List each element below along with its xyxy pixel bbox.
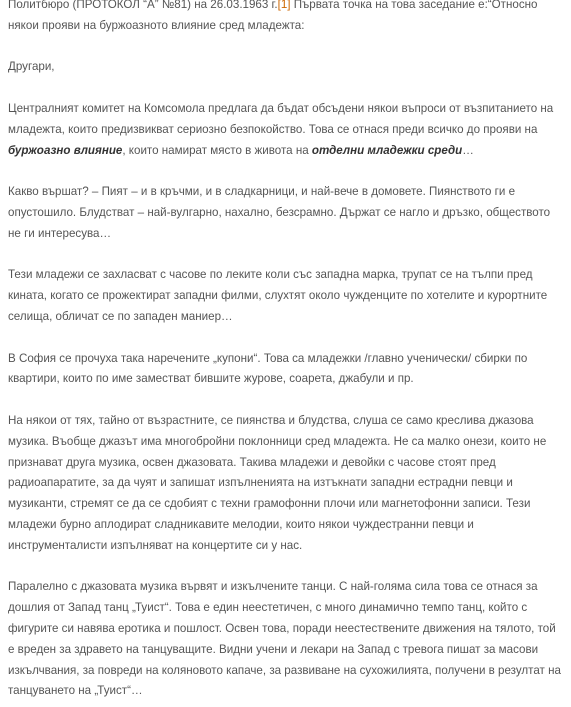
western-cars-paragraph: Тези младежи се захласват с часове по леките коли със западна марка, трупат се на тълпи пред кината, когато се прожектират западни филми, слухтят около чужденците по хотелите и курортните селища, обличат се по западен маниер… xyxy=(8,268,548,323)
jazz-paragraph: На някои от тях, тайно от възрастните, се пиянства и блудства, слуша се само креслива джазова музика. Въобще джазът има многобройни поклонници сред младежта. Не са малко онези, които не признават друга музика, освен джазовата. Такива младежи и девойки с часове стоят пред радиоапаратите, за да чуят и запишат изпълненията на изтъкнати западни естрадни певци и музиканти, стремят се да се сдобият с техни грамофонни плочи или магнетофонни записи. Тези младежи бурно аплодират сладникавите мелодии, които някои чуждестранни певци и инструменталисти изпълняват на концертите си у нас. xyxy=(8,413,547,552)
central-text-2: , които намират място в живота на xyxy=(122,143,312,157)
central-committee-paragraph xyxy=(8,99,565,161)
emphasis-bourgeois-influence: буржоазно влияние xyxy=(8,143,123,157)
intro-text: Политбюро (ПРОТОКОЛ “А” №81) на 26.03.1963 г. xyxy=(8,0,278,11)
intro-paragraph xyxy=(8,0,565,37)
sofia-parties-paragraph: В София се прочуха така наречените „купони“. Това са младежки /главно ученически/ сбирки по квартири, които по име заместват бившите журове, соарета, джабули и пр. xyxy=(8,351,528,386)
twist-dance-paragraph: Паралелно с джазовата музика вървят и изкълчените танци. С най-голяма сила това се отнася за дошлия от Запад танц „Туист“. Това е един неестетичен, с много динамично темпо танц, който с фигурите си навява еротика и пошлост. Освен това, поради неестествените движения на тялото, той е вреден за здравето на танцуващите. Видни учени и лекари на Запад с тревога пишат за масови изкълчвания, за повреди на коляновото капаче, за развиване на сухожилията, получени в резултат на танцуването на „Туист“… xyxy=(8,580,561,698)
central-text-1: Централният комитет на Комсомола предлага да бъдат обсъдени някои въпроси от възпитанието на младежта, които предизвикват сериозно безпокойство. Това се отнася преди всичко до прояви на xyxy=(8,101,554,136)
intro-text-continued: Първата точка на това заседание е:“Относно някои прояви на буржоазното влияние сред младежта: xyxy=(8,0,538,32)
what-they-do-paragraph: Какво вършат? – Пият – и в кръчми, и в сладкарници, и най-вече в домовете. Пиянството ги е опустошило. Блудстват – най-вулгарно, нахално, безсрамно. Държат се нагло и дръзко, обществото не ги интересува… xyxy=(8,185,551,240)
central-text-3: … xyxy=(462,143,474,157)
greeting-paragraph: Другари, xyxy=(8,60,55,74)
emphasis-youth-circles: отделни младежки среди xyxy=(311,143,463,157)
footnote-ref-link[interactable]: [1] xyxy=(277,0,291,11)
